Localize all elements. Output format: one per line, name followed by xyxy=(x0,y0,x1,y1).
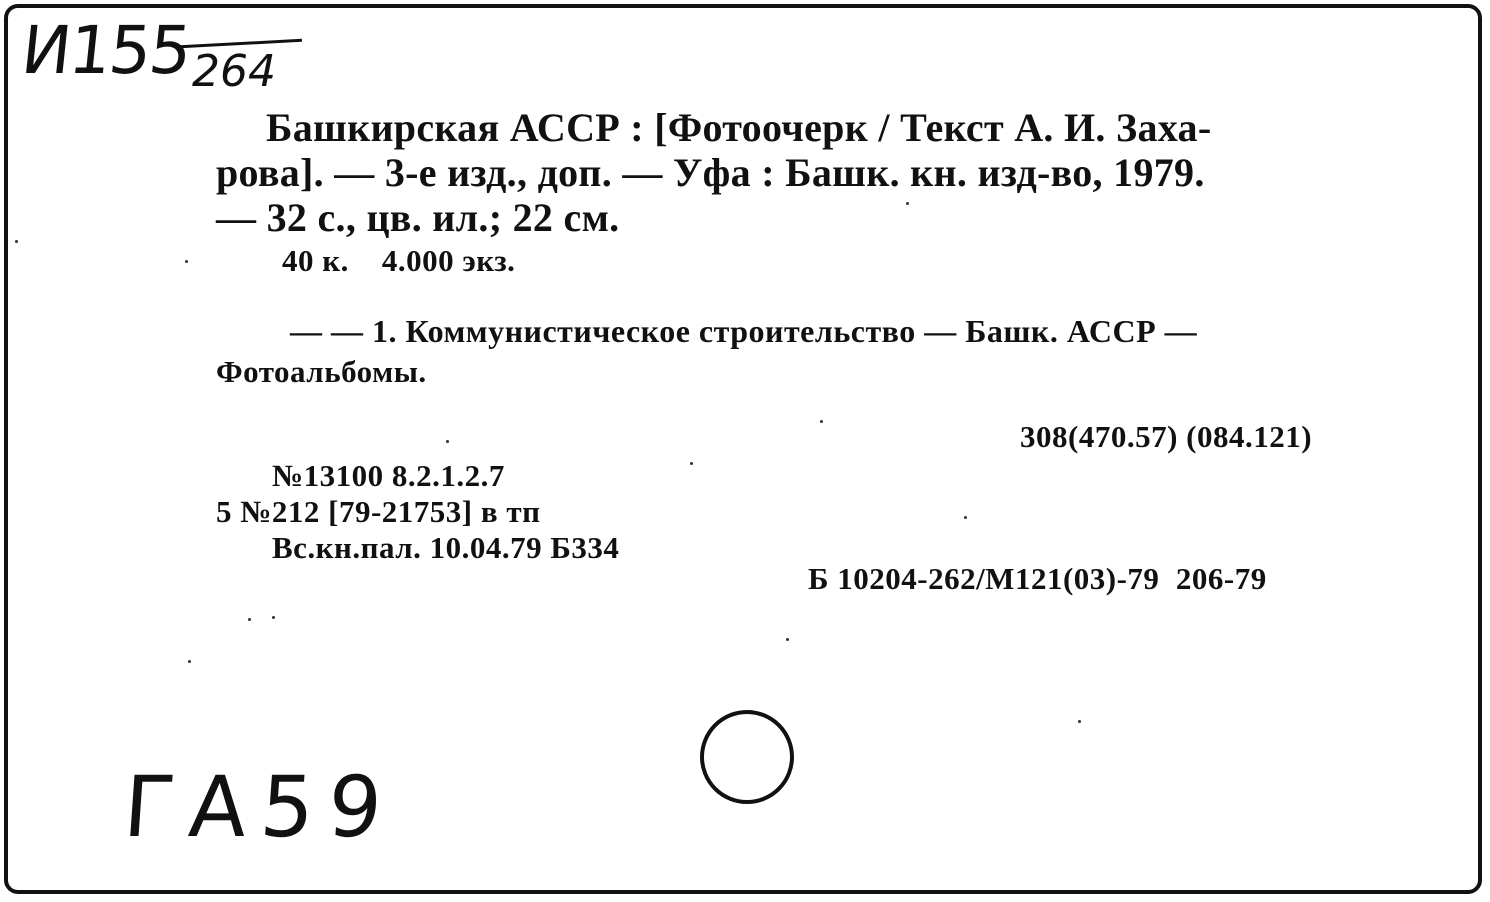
speck xyxy=(15,240,18,243)
speck xyxy=(820,420,823,423)
speck xyxy=(964,516,967,519)
speck xyxy=(1078,720,1081,723)
shelfmark-main: И155 xyxy=(17,12,194,89)
description-line-2: рова]. — 3-е изд., доп. — Уфа : Башк. кн. изд-во, 1979. xyxy=(216,150,1205,195)
publication-code: Б 10204-262/М121(03)-79 206-79 xyxy=(808,561,1267,596)
speck xyxy=(786,638,789,641)
speck xyxy=(690,462,693,465)
subject-line-2: Фотоальбомы. xyxy=(216,354,427,389)
description-line-3: — 32 с., цв. ил.; 22 см. xyxy=(216,195,620,240)
speck xyxy=(906,202,909,205)
description-line-1: Башкирская АССР : [Фотоочерк / Текст А. И. Заха- xyxy=(266,105,1212,150)
classification-index: 308(470.57) (084.121) xyxy=(1020,419,1313,454)
speck xyxy=(248,618,251,621)
handwritten-note: ГА59 xyxy=(120,758,400,856)
speck xyxy=(185,260,188,263)
subject-line-1: — — 1. Коммунистическое строительство — Башк. АССР — xyxy=(290,313,1198,349)
speck xyxy=(272,616,275,619)
registry-line-1: №13100 8.2.1.2.7 xyxy=(272,458,505,493)
punch-hole xyxy=(700,710,794,804)
registry-line-2: 5 №212 [79-21753] в тп xyxy=(216,494,541,529)
speck xyxy=(446,440,449,443)
shelfmark-sub: 264 xyxy=(192,46,276,97)
speck xyxy=(188,660,191,663)
registry-line-3: Вс.кн.пал. 10.04.79 Б334 xyxy=(272,530,620,565)
price-and-print-run: 40 к. 4.000 экз. xyxy=(282,243,516,278)
